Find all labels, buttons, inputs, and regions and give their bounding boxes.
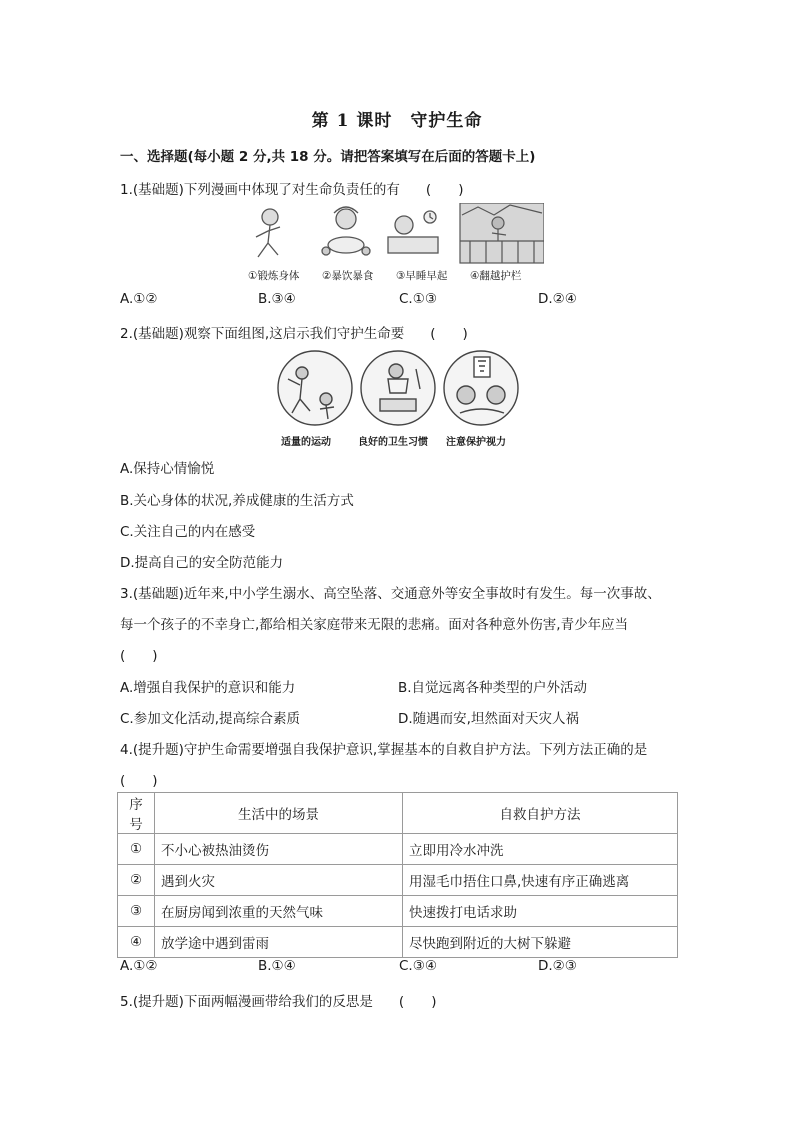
table-header-cell: 序号: [118, 793, 155, 834]
q2-cartoons: [276, 349, 522, 449]
q1-answer-paren: ( ): [425, 182, 464, 198]
page-title: 第 1 课时 守护生命: [311, 111, 483, 131]
table-cell: 尽快跑到附近的大树下躲避: [403, 927, 678, 958]
q5-stem: [120, 990, 436, 1010]
q2-caption-3: 注意保护视力: [446, 437, 506, 448]
climbing-railing-cartoon: [460, 203, 544, 263]
table-cell: 用湿毛巾捂住口鼻,快速有序正确逃离: [403, 865, 678, 896]
q1-option-b[interactable]: B.③④: [258, 291, 296, 307]
q2-option-b[interactable]: B.关心身体的状况,养成健康的生活方式: [120, 493, 354, 509]
hygiene-circle-cartoon: [361, 351, 435, 425]
q3-option-c[interactable]: C.参加文化活动,提高综合素质: [120, 711, 301, 727]
q4-option-b[interactable]: B.①④: [258, 958, 296, 974]
table-cell: ③: [118, 896, 155, 927]
table-cell: 不小心被热油烫伤: [155, 834, 403, 865]
exercise-circle-cartoon: [278, 351, 352, 425]
q1-cartoons: [248, 203, 544, 285]
table-row: [118, 896, 678, 927]
exercise-cartoon: [256, 209, 280, 257]
table-header-row: [118, 793, 678, 834]
q4-stem: 4.(提升题)守护生命需要增强自我保护意识,掌握基本的自救自护方法。下列方法正确的是: [120, 742, 648, 758]
q1-cartoon-images: [248, 203, 544, 265]
eyesight-circle-cartoon: [444, 351, 518, 425]
q4-option-c[interactable]: C.③④: [399, 958, 437, 974]
early-sleep-cartoon: [388, 211, 438, 253]
q2-stem: [120, 322, 468, 342]
table-cell: ①: [118, 834, 155, 865]
q1-option-d[interactable]: D.②④: [538, 291, 577, 307]
q2-option-c[interactable]: C.关注自己的内在感受: [120, 524, 256, 540]
q1-caption-3: ③早睡早起: [396, 270, 448, 282]
q3-stem-line-1: 3.(基础题)近年来,中小学生溺水、高空坠落、交通意外等安全事故时有发生。每一次事故、: [120, 586, 661, 602]
table-cell: 放学途中遇到雷雨: [155, 927, 403, 958]
table-row: [118, 834, 678, 865]
q4-answer-paren: ( ): [120, 773, 158, 789]
q4-table: [117, 792, 678, 958]
section-heading: 一、选择题(每小题 2 分,共 18 分。请把答案填写在后面的答题卡上): [120, 149, 536, 165]
q1-stem-text: 1.(基础题)下列漫画中体现了对生命负责任的有: [120, 182, 400, 198]
q1-option-a[interactable]: A.①②: [120, 291, 158, 307]
q3-option-a[interactable]: A.增强自我保护的意识和能力: [120, 680, 296, 696]
table-header-cell: 自救自护方法: [403, 793, 678, 834]
q2-caption-1: 适量的运动: [281, 437, 331, 448]
q4-option-d[interactable]: D.②③: [538, 958, 577, 974]
table-cell: ②: [118, 865, 155, 896]
q1-option-c[interactable]: C.①③: [399, 291, 437, 307]
q1-stem: [120, 178, 463, 198]
q3-option-d[interactable]: D.随遇而安,坦然面对天灾人祸: [398, 711, 579, 727]
q2-answer-paren: ( ): [430, 326, 468, 342]
q2-option-d[interactable]: D.提高自己的安全防范能力: [120, 555, 284, 571]
table-cell: 立即用冷水冲洗: [403, 834, 678, 865]
q2-option-a[interactable]: A.保持心情愉悦: [120, 461, 215, 477]
q2-cartoon-images: [276, 349, 522, 429]
q1-caption-1: ①锻炼身体: [248, 270, 300, 282]
table-cell: ④: [118, 927, 155, 958]
table-row: [118, 927, 678, 958]
overeating-cartoon: [322, 207, 370, 255]
table-header-cell: 生活中的场景: [155, 793, 403, 834]
q3-answer-paren: ( ): [120, 648, 158, 664]
q2-caption-2: 良好的卫生习惯: [358, 437, 428, 448]
q1-caption-4: ④翻越护栏: [470, 270, 522, 282]
table-row: [118, 865, 678, 896]
table-cell: 在厨房闻到浓重的天然气味: [155, 896, 403, 927]
q1-caption-2: ②暴饮暴食: [322, 270, 374, 282]
table-cell: 遇到火灾: [155, 865, 403, 896]
table-cell: 快速拨打电话求助: [403, 896, 678, 927]
q2-stem-text: 2.(基础题)观察下面组图,这启示我们守护生命要: [120, 326, 405, 342]
q3-option-b[interactable]: B.自觉远离各种类型的户外活动: [398, 680, 588, 696]
q5-stem-text: 5.(提升题)下面两幅漫画带给我们的反思是: [120, 994, 373, 1010]
q4-option-a[interactable]: A.①②: [120, 958, 158, 974]
q3-stem-line-2: 每一个孩子的不幸身亡,都给相关家庭带来无限的悲痛。面对各种意外伤害,青少年应当: [120, 617, 629, 633]
q5-answer-paren: ( ): [398, 994, 437, 1010]
